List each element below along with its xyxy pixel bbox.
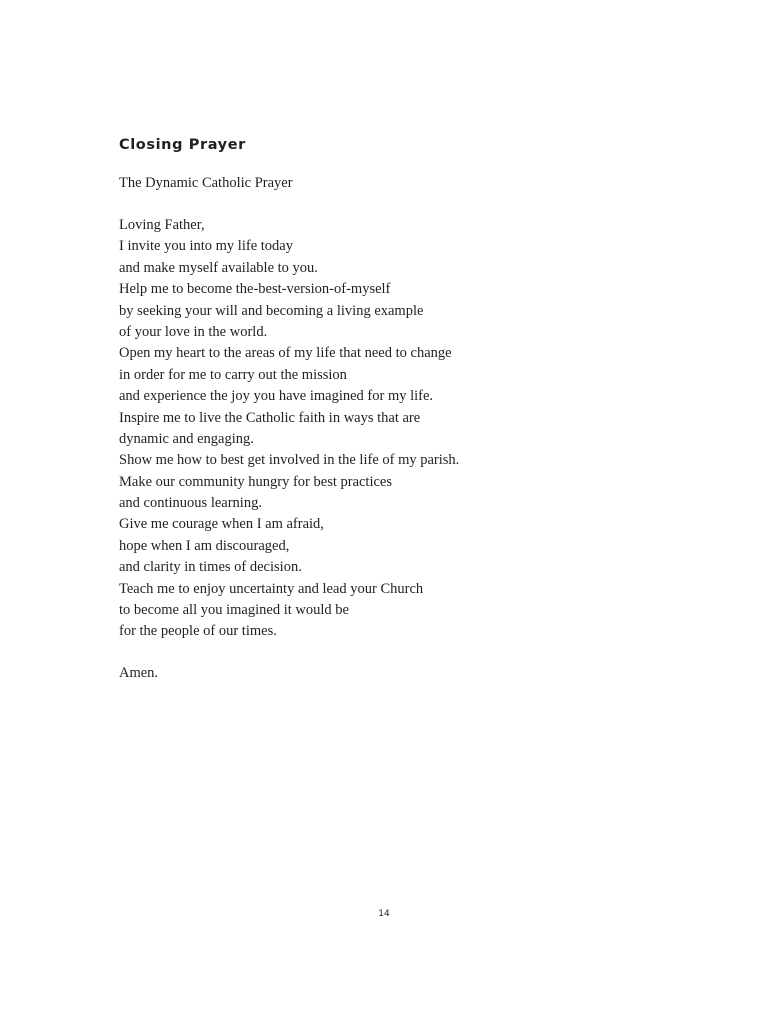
prayer-body <box>119 215 459 643</box>
prayer-line: Open my heart to the areas of my life that need to change <box>119 345 452 362</box>
prayer-line: for the people of our times. <box>119 623 277 640</box>
prayer-line: Make our community hungry for best practices <box>119 473 393 490</box>
prayer-line: and continuous learning. <box>119 495 262 512</box>
prayer-line: dynamic and engaging. <box>119 430 254 447</box>
prayer-line: Inspire me to live the Catholic faith in ways that are <box>119 409 421 426</box>
prayer-line: I invite you into my life today <box>119 238 293 255</box>
prayer-title: The Dynamic Catholic Prayer <box>119 175 293 191</box>
prayer-line: Help me to become the-best-version-of-myself <box>119 281 391 298</box>
prayer-line: Give me courage when I am afraid, <box>119 516 324 533</box>
prayer-line: Show me how to best get involved in the life of my parish. <box>119 452 460 469</box>
prayer-line: and clarity in times of decision. <box>119 559 302 576</box>
prayer-closing: Amen. <box>119 665 159 681</box>
prayer-line: and make myself available to you. <box>119 259 318 276</box>
prayer-line: of your love in the world. <box>119 323 268 340</box>
prayer-line: and experience the joy you have imagined for my life. <box>119 388 434 405</box>
prayer-line: Loving Father, <box>119 217 205 233</box>
prayer-line: to become all you imagined it would be <box>119 602 349 619</box>
prayer-line: hope when I am discouraged, <box>119 537 290 554</box>
prayer-line: by seeking your will and becoming a living example <box>119 302 424 319</box>
section-heading: Closing Prayer <box>119 137 246 153</box>
prayer-line: in order for me to carry out the mission <box>119 366 347 383</box>
prayer-line: Teach me to enjoy uncertainty and lead your Church <box>119 580 424 597</box>
page-number: 14 <box>378 909 390 919</box>
